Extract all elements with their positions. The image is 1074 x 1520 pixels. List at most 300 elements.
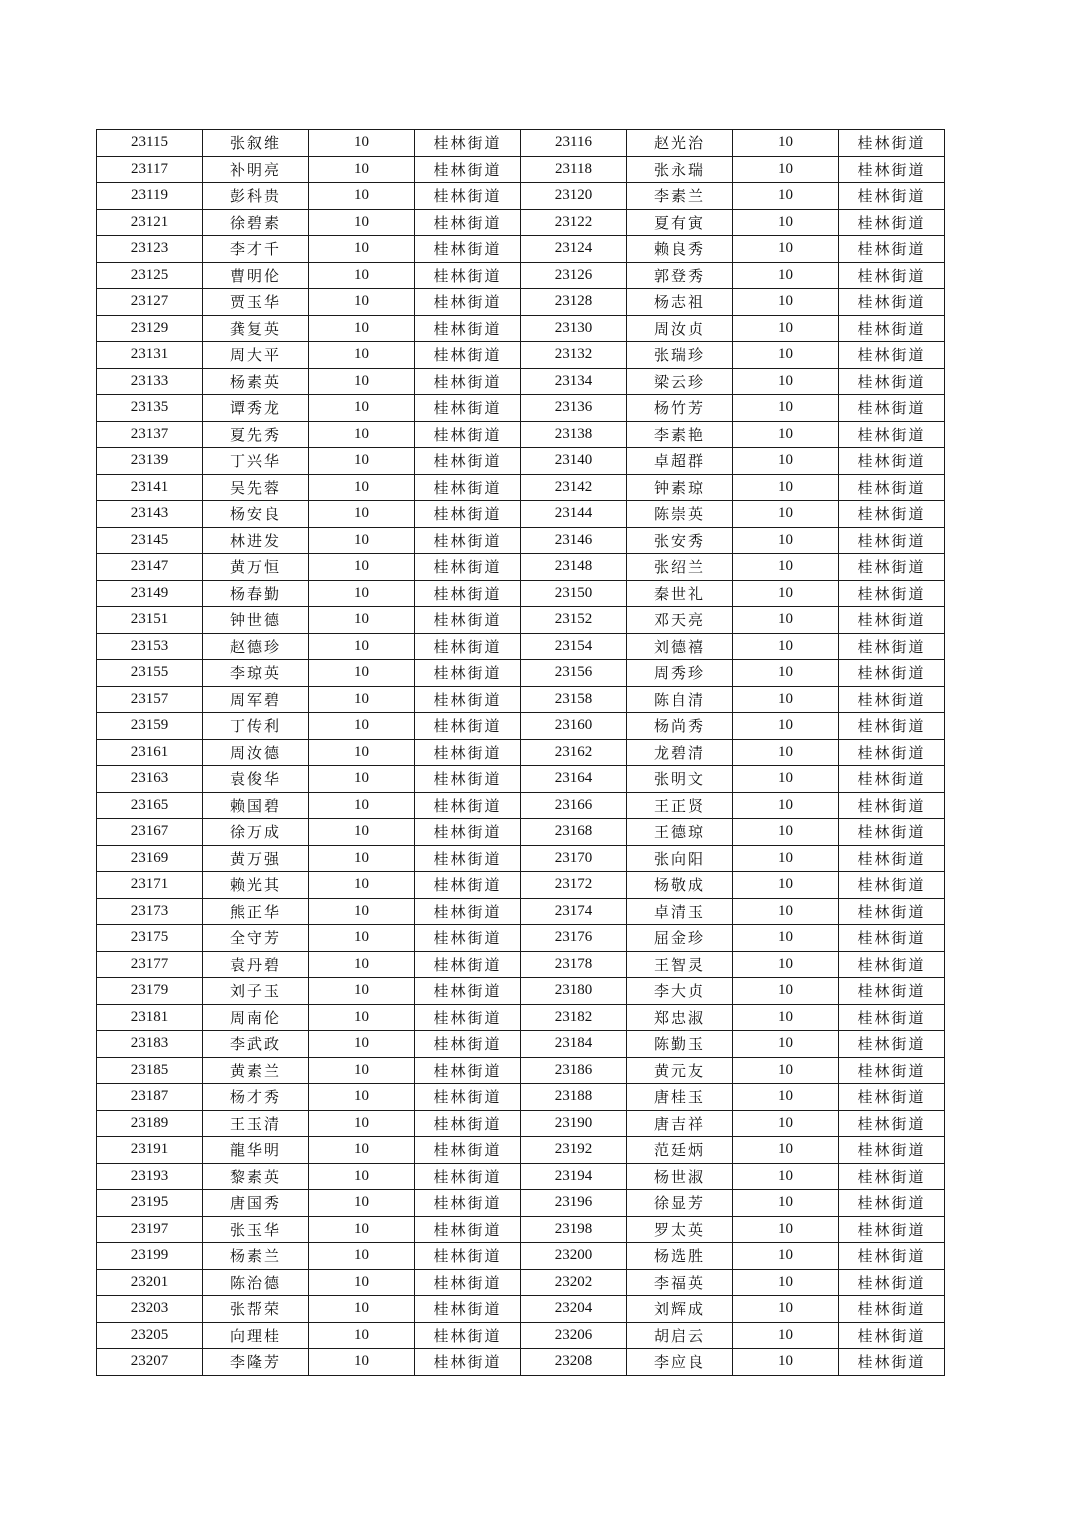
amount-cell: 10 bbox=[733, 1137, 839, 1164]
street-cell: 桂林街道 bbox=[415, 978, 521, 1005]
id-cell: 23139 bbox=[97, 448, 203, 475]
name-cell: 陈治德 bbox=[203, 1269, 309, 1296]
name-cell: 赖良秀 bbox=[627, 236, 733, 263]
street-cell: 桂林街道 bbox=[415, 1216, 521, 1243]
id-cell: 23120 bbox=[521, 183, 627, 210]
id-cell: 23173 bbox=[97, 898, 203, 925]
amount-cell: 10 bbox=[733, 342, 839, 369]
name-cell: 钟素琼 bbox=[627, 474, 733, 501]
name-cell: 吴先蓉 bbox=[203, 474, 309, 501]
street-cell: 桂林街道 bbox=[415, 660, 521, 687]
amount-cell: 10 bbox=[309, 183, 415, 210]
street-cell: 桂林街道 bbox=[415, 1190, 521, 1217]
table-row bbox=[97, 1057, 945, 1084]
id-cell: 23141 bbox=[97, 474, 203, 501]
amount-cell: 10 bbox=[733, 236, 839, 263]
table-row bbox=[97, 156, 945, 183]
name-cell: 熊正华 bbox=[203, 898, 309, 925]
name-cell: 张永瑞 bbox=[627, 156, 733, 183]
name-cell: 袁丹碧 bbox=[203, 951, 309, 978]
amount-cell: 10 bbox=[733, 845, 839, 872]
street-cell: 桂林街道 bbox=[415, 1137, 521, 1164]
name-cell: 夏先秀 bbox=[203, 421, 309, 448]
name-cell: 刘子玉 bbox=[203, 978, 309, 1005]
name-cell: 唐吉祥 bbox=[627, 1110, 733, 1137]
id-cell: 23158 bbox=[521, 686, 627, 713]
id-cell: 23153 bbox=[97, 633, 203, 660]
id-cell: 23122 bbox=[521, 209, 627, 236]
name-cell: 袁俊华 bbox=[203, 766, 309, 793]
street-cell: 桂林街道 bbox=[839, 262, 945, 289]
name-cell: 杨世淑 bbox=[627, 1163, 733, 1190]
amount-cell: 10 bbox=[309, 1296, 415, 1323]
name-cell: 杨志祖 bbox=[627, 289, 733, 316]
id-cell: 23189 bbox=[97, 1110, 203, 1137]
id-cell: 23185 bbox=[97, 1057, 203, 1084]
amount-cell: 10 bbox=[309, 156, 415, 183]
street-cell: 桂林街道 bbox=[415, 819, 521, 846]
id-cell: 23138 bbox=[521, 421, 627, 448]
table-row bbox=[97, 368, 945, 395]
street-cell: 桂林街道 bbox=[415, 1163, 521, 1190]
name-cell: 胡启云 bbox=[627, 1322, 733, 1349]
name-cell: 赖国碧 bbox=[203, 792, 309, 819]
amount-cell: 10 bbox=[309, 421, 415, 448]
table-row bbox=[97, 1216, 945, 1243]
id-cell: 23201 bbox=[97, 1269, 203, 1296]
amount-cell: 10 bbox=[733, 501, 839, 528]
id-cell: 23152 bbox=[521, 607, 627, 634]
street-cell: 桂林街道 bbox=[839, 1163, 945, 1190]
amount-cell: 10 bbox=[309, 448, 415, 475]
amount-cell: 10 bbox=[733, 262, 839, 289]
id-cell: 23191 bbox=[97, 1137, 203, 1164]
street-cell: 桂林街道 bbox=[415, 792, 521, 819]
table-row bbox=[97, 607, 945, 634]
id-cell: 23163 bbox=[97, 766, 203, 793]
street-cell: 桂林街道 bbox=[839, 1243, 945, 1270]
street-cell: 桂林街道 bbox=[839, 421, 945, 448]
amount-cell: 10 bbox=[309, 1349, 415, 1376]
amount-cell: 10 bbox=[309, 289, 415, 316]
amount-cell: 10 bbox=[733, 580, 839, 607]
amount-cell: 10 bbox=[309, 898, 415, 925]
amount-cell: 10 bbox=[309, 368, 415, 395]
id-cell: 23190 bbox=[521, 1110, 627, 1137]
id-cell: 23121 bbox=[97, 209, 203, 236]
id-cell: 23135 bbox=[97, 395, 203, 422]
table-row bbox=[97, 554, 945, 581]
name-cell: 周大平 bbox=[203, 342, 309, 369]
street-cell: 桂林街道 bbox=[415, 898, 521, 925]
id-cell: 23155 bbox=[97, 660, 203, 687]
amount-cell: 10 bbox=[733, 819, 839, 846]
name-cell: 李武政 bbox=[203, 1031, 309, 1058]
id-cell: 23168 bbox=[521, 819, 627, 846]
id-cell: 23137 bbox=[97, 421, 203, 448]
amount-cell: 10 bbox=[733, 448, 839, 475]
name-cell: 向理桂 bbox=[203, 1322, 309, 1349]
id-cell: 23188 bbox=[521, 1084, 627, 1111]
amount-cell: 10 bbox=[733, 1084, 839, 1111]
name-cell: 徐碧素 bbox=[203, 209, 309, 236]
name-cell: 李琼英 bbox=[203, 660, 309, 687]
table-row bbox=[97, 1084, 945, 1111]
table-row bbox=[97, 501, 945, 528]
amount-cell: 10 bbox=[733, 315, 839, 342]
name-cell: 黄万恒 bbox=[203, 554, 309, 581]
table-row bbox=[97, 819, 945, 846]
id-cell: 23156 bbox=[521, 660, 627, 687]
street-cell: 桂林街道 bbox=[415, 448, 521, 475]
table-row bbox=[97, 978, 945, 1005]
name-cell: 王正贤 bbox=[627, 792, 733, 819]
id-cell: 23125 bbox=[97, 262, 203, 289]
amount-cell: 10 bbox=[309, 130, 415, 157]
id-cell: 23140 bbox=[521, 448, 627, 475]
id-cell: 23207 bbox=[97, 1349, 203, 1376]
amount-cell: 10 bbox=[309, 1137, 415, 1164]
amount-cell: 10 bbox=[309, 1110, 415, 1137]
name-cell: 周秀珍 bbox=[627, 660, 733, 687]
table-row bbox=[97, 1349, 945, 1376]
name-cell: 李才千 bbox=[203, 236, 309, 263]
id-cell: 23197 bbox=[97, 1216, 203, 1243]
amount-cell: 10 bbox=[309, 1190, 415, 1217]
amount-cell: 10 bbox=[309, 1031, 415, 1058]
table-row bbox=[97, 474, 945, 501]
name-cell: 徐万成 bbox=[203, 819, 309, 846]
amount-cell: 10 bbox=[309, 633, 415, 660]
street-cell: 桂林街道 bbox=[415, 315, 521, 342]
id-cell: 23196 bbox=[521, 1190, 627, 1217]
id-cell: 23160 bbox=[521, 713, 627, 740]
name-cell: 张绍兰 bbox=[627, 554, 733, 581]
amount-cell: 10 bbox=[733, 686, 839, 713]
id-cell: 23164 bbox=[521, 766, 627, 793]
amount-cell: 10 bbox=[733, 792, 839, 819]
amount-cell: 10 bbox=[309, 1243, 415, 1270]
name-cell: 丁传利 bbox=[203, 713, 309, 740]
street-cell: 桂林街道 bbox=[415, 501, 521, 528]
amount-cell: 10 bbox=[733, 713, 839, 740]
street-cell: 桂林街道 bbox=[415, 1269, 521, 1296]
id-cell: 23194 bbox=[521, 1163, 627, 1190]
id-cell: 23143 bbox=[97, 501, 203, 528]
id-cell: 23180 bbox=[521, 978, 627, 1005]
table-row bbox=[97, 315, 945, 342]
id-cell: 23162 bbox=[521, 739, 627, 766]
amount-cell: 10 bbox=[733, 554, 839, 581]
name-cell: 杨敬成 bbox=[627, 872, 733, 899]
amount-cell: 10 bbox=[733, 130, 839, 157]
id-cell: 23149 bbox=[97, 580, 203, 607]
id-cell: 23176 bbox=[521, 925, 627, 952]
name-cell: 郭登秀 bbox=[627, 262, 733, 289]
amount-cell: 10 bbox=[309, 527, 415, 554]
name-cell: 赵光治 bbox=[627, 130, 733, 157]
amount-cell: 10 bbox=[309, 766, 415, 793]
name-cell: 陈崇英 bbox=[627, 501, 733, 528]
id-cell: 23119 bbox=[97, 183, 203, 210]
amount-cell: 10 bbox=[733, 183, 839, 210]
id-cell: 23134 bbox=[521, 368, 627, 395]
name-cell: 卓超群 bbox=[627, 448, 733, 475]
name-cell: 赵德珍 bbox=[203, 633, 309, 660]
street-cell: 桂林街道 bbox=[415, 633, 521, 660]
street-cell: 桂林街道 bbox=[839, 448, 945, 475]
id-cell: 23116 bbox=[521, 130, 627, 157]
name-cell: 谭秀龙 bbox=[203, 395, 309, 422]
amount-cell: 10 bbox=[733, 474, 839, 501]
table-row bbox=[97, 951, 945, 978]
id-cell: 23192 bbox=[521, 1137, 627, 1164]
street-cell: 桂林街道 bbox=[415, 580, 521, 607]
street-cell: 桂林街道 bbox=[839, 660, 945, 687]
street-cell: 桂林街道 bbox=[415, 1296, 521, 1323]
amount-cell: 10 bbox=[733, 421, 839, 448]
amount-cell: 10 bbox=[309, 1163, 415, 1190]
name-cell: 贾玉华 bbox=[203, 289, 309, 316]
street-cell: 桂林街道 bbox=[839, 395, 945, 422]
name-cell: 龍华明 bbox=[203, 1137, 309, 1164]
table-row bbox=[97, 130, 945, 157]
amount-cell: 10 bbox=[309, 236, 415, 263]
name-cell: 范廷炳 bbox=[627, 1137, 733, 1164]
name-cell: 梁云珍 bbox=[627, 368, 733, 395]
street-cell: 桂林街道 bbox=[839, 342, 945, 369]
street-cell: 桂林街道 bbox=[415, 368, 521, 395]
street-cell: 桂林街道 bbox=[415, 183, 521, 210]
name-cell: 王玉清 bbox=[203, 1110, 309, 1137]
id-cell: 23183 bbox=[97, 1031, 203, 1058]
amount-cell: 10 bbox=[309, 342, 415, 369]
id-cell: 23171 bbox=[97, 872, 203, 899]
name-cell: 全守芳 bbox=[203, 925, 309, 952]
name-cell: 张瑞珍 bbox=[627, 342, 733, 369]
name-cell: 张安秀 bbox=[627, 527, 733, 554]
amount-cell: 10 bbox=[733, 1243, 839, 1270]
amount-cell: 10 bbox=[733, 1349, 839, 1376]
table-row bbox=[97, 448, 945, 475]
name-cell: 李大贞 bbox=[627, 978, 733, 1005]
name-cell: 杨素兰 bbox=[203, 1243, 309, 1270]
amount-cell: 10 bbox=[733, 289, 839, 316]
amount-cell: 10 bbox=[309, 819, 415, 846]
amount-cell: 10 bbox=[309, 660, 415, 687]
amount-cell: 10 bbox=[733, 898, 839, 925]
amount-cell: 10 bbox=[309, 395, 415, 422]
amount-cell: 10 bbox=[309, 951, 415, 978]
name-cell: 周军碧 bbox=[203, 686, 309, 713]
table-row bbox=[97, 845, 945, 872]
street-cell: 桂林街道 bbox=[415, 289, 521, 316]
name-cell: 周南伦 bbox=[203, 1004, 309, 1031]
name-cell: 屈金珍 bbox=[627, 925, 733, 952]
amount-cell: 10 bbox=[733, 1057, 839, 1084]
street-cell: 桂林街道 bbox=[415, 262, 521, 289]
id-cell: 23146 bbox=[521, 527, 627, 554]
name-cell: 夏有寅 bbox=[627, 209, 733, 236]
id-cell: 23128 bbox=[521, 289, 627, 316]
name-cell: 唐桂玉 bbox=[627, 1084, 733, 1111]
name-cell: 王智灵 bbox=[627, 951, 733, 978]
table-row bbox=[97, 527, 945, 554]
roster-table-body bbox=[97, 130, 945, 1376]
street-cell: 桂林街道 bbox=[415, 739, 521, 766]
id-cell: 23124 bbox=[521, 236, 627, 263]
amount-cell: 10 bbox=[309, 474, 415, 501]
table-row bbox=[97, 1031, 945, 1058]
id-cell: 23193 bbox=[97, 1163, 203, 1190]
street-cell: 桂林街道 bbox=[415, 342, 521, 369]
id-cell: 23174 bbox=[521, 898, 627, 925]
name-cell: 曹明伦 bbox=[203, 262, 309, 289]
id-cell: 23147 bbox=[97, 554, 203, 581]
name-cell: 李素艳 bbox=[627, 421, 733, 448]
amount-cell: 10 bbox=[733, 395, 839, 422]
table-row bbox=[97, 421, 945, 448]
table-row bbox=[97, 1243, 945, 1270]
id-cell: 23127 bbox=[97, 289, 203, 316]
street-cell: 桂林街道 bbox=[839, 1084, 945, 1111]
table-row bbox=[97, 792, 945, 819]
street-cell: 桂林街道 bbox=[839, 766, 945, 793]
street-cell: 桂林街道 bbox=[415, 130, 521, 157]
amount-cell: 10 bbox=[733, 368, 839, 395]
table-row bbox=[97, 633, 945, 660]
amount-cell: 10 bbox=[309, 872, 415, 899]
amount-cell: 10 bbox=[733, 978, 839, 1005]
street-cell: 桂林街道 bbox=[415, 209, 521, 236]
id-cell: 23144 bbox=[521, 501, 627, 528]
id-cell: 23206 bbox=[521, 1322, 627, 1349]
name-cell: 陈自清 bbox=[627, 686, 733, 713]
amount-cell: 10 bbox=[309, 792, 415, 819]
amount-cell: 10 bbox=[733, 1163, 839, 1190]
name-cell: 林进发 bbox=[203, 527, 309, 554]
id-cell: 23184 bbox=[521, 1031, 627, 1058]
name-cell: 张明文 bbox=[627, 766, 733, 793]
name-cell: 黄元友 bbox=[627, 1057, 733, 1084]
id-cell: 23165 bbox=[97, 792, 203, 819]
street-cell: 桂林街道 bbox=[839, 130, 945, 157]
street-cell: 桂林街道 bbox=[839, 1031, 945, 1058]
amount-cell: 10 bbox=[309, 978, 415, 1005]
name-cell: 李隆芳 bbox=[203, 1349, 309, 1376]
id-cell: 23172 bbox=[521, 872, 627, 899]
id-cell: 23170 bbox=[521, 845, 627, 872]
amount-cell: 10 bbox=[309, 713, 415, 740]
amount-cell: 10 bbox=[309, 1322, 415, 1349]
street-cell: 桂林街道 bbox=[839, 1190, 945, 1217]
street-cell: 桂林街道 bbox=[415, 766, 521, 793]
street-cell: 桂林街道 bbox=[839, 1296, 945, 1323]
amount-cell: 10 bbox=[309, 554, 415, 581]
name-cell: 周汝德 bbox=[203, 739, 309, 766]
street-cell: 桂林街道 bbox=[839, 951, 945, 978]
street-cell: 桂林街道 bbox=[839, 978, 945, 1005]
amount-cell: 10 bbox=[309, 1084, 415, 1111]
table-row bbox=[97, 686, 945, 713]
street-cell: 桂林街道 bbox=[839, 792, 945, 819]
name-cell: 杨才秀 bbox=[203, 1084, 309, 1111]
id-cell: 23130 bbox=[521, 315, 627, 342]
amount-cell: 10 bbox=[309, 262, 415, 289]
amount-cell: 10 bbox=[733, 1296, 839, 1323]
name-cell: 龚复英 bbox=[203, 315, 309, 342]
street-cell: 桂林街道 bbox=[839, 474, 945, 501]
amount-cell: 10 bbox=[309, 686, 415, 713]
table-row bbox=[97, 580, 945, 607]
id-cell: 23181 bbox=[97, 1004, 203, 1031]
id-cell: 23129 bbox=[97, 315, 203, 342]
street-cell: 桂林街道 bbox=[415, 872, 521, 899]
name-cell: 黎素英 bbox=[203, 1163, 309, 1190]
table-row bbox=[97, 395, 945, 422]
street-cell: 桂林街道 bbox=[839, 1004, 945, 1031]
name-cell: 刘辉成 bbox=[627, 1296, 733, 1323]
street-cell: 桂林街道 bbox=[839, 368, 945, 395]
id-cell: 23157 bbox=[97, 686, 203, 713]
id-cell: 23195 bbox=[97, 1190, 203, 1217]
id-cell: 23161 bbox=[97, 739, 203, 766]
table-row bbox=[97, 1296, 945, 1323]
street-cell: 桂林街道 bbox=[839, 527, 945, 554]
name-cell: 卓清玉 bbox=[627, 898, 733, 925]
amount-cell: 10 bbox=[733, 1110, 839, 1137]
table-row bbox=[97, 1269, 945, 1296]
name-cell: 张向阳 bbox=[627, 845, 733, 872]
id-cell: 23179 bbox=[97, 978, 203, 1005]
id-cell: 23133 bbox=[97, 368, 203, 395]
name-cell: 杨竹芳 bbox=[627, 395, 733, 422]
id-cell: 23169 bbox=[97, 845, 203, 872]
amount-cell: 10 bbox=[309, 1216, 415, 1243]
table-row bbox=[97, 1190, 945, 1217]
amount-cell: 10 bbox=[733, 156, 839, 183]
name-cell: 丁兴华 bbox=[203, 448, 309, 475]
id-cell: 23154 bbox=[521, 633, 627, 660]
table-row bbox=[97, 1322, 945, 1349]
name-cell: 彭科贵 bbox=[203, 183, 309, 210]
street-cell: 桂林街道 bbox=[415, 1004, 521, 1031]
name-cell: 杨春勤 bbox=[203, 580, 309, 607]
table-row bbox=[97, 660, 945, 687]
street-cell: 桂林街道 bbox=[839, 1057, 945, 1084]
street-cell: 桂林街道 bbox=[839, 554, 945, 581]
id-cell: 23200 bbox=[521, 1243, 627, 1270]
street-cell: 桂林街道 bbox=[839, 845, 945, 872]
id-cell: 23203 bbox=[97, 1296, 203, 1323]
amount-cell: 10 bbox=[309, 209, 415, 236]
table-row bbox=[97, 925, 945, 952]
id-cell: 23198 bbox=[521, 1216, 627, 1243]
id-cell: 23177 bbox=[97, 951, 203, 978]
id-cell: 23202 bbox=[521, 1269, 627, 1296]
table-row bbox=[97, 1004, 945, 1031]
street-cell: 桂林街道 bbox=[415, 395, 521, 422]
amount-cell: 10 bbox=[733, 607, 839, 634]
roster-table bbox=[96, 129, 945, 1376]
name-cell: 钟世德 bbox=[203, 607, 309, 634]
street-cell: 桂林街道 bbox=[839, 209, 945, 236]
street-cell: 桂林街道 bbox=[839, 1349, 945, 1376]
amount-cell: 10 bbox=[309, 580, 415, 607]
street-cell: 桂林街道 bbox=[415, 1031, 521, 1058]
street-cell: 桂林街道 bbox=[839, 501, 945, 528]
street-cell: 桂林街道 bbox=[415, 607, 521, 634]
